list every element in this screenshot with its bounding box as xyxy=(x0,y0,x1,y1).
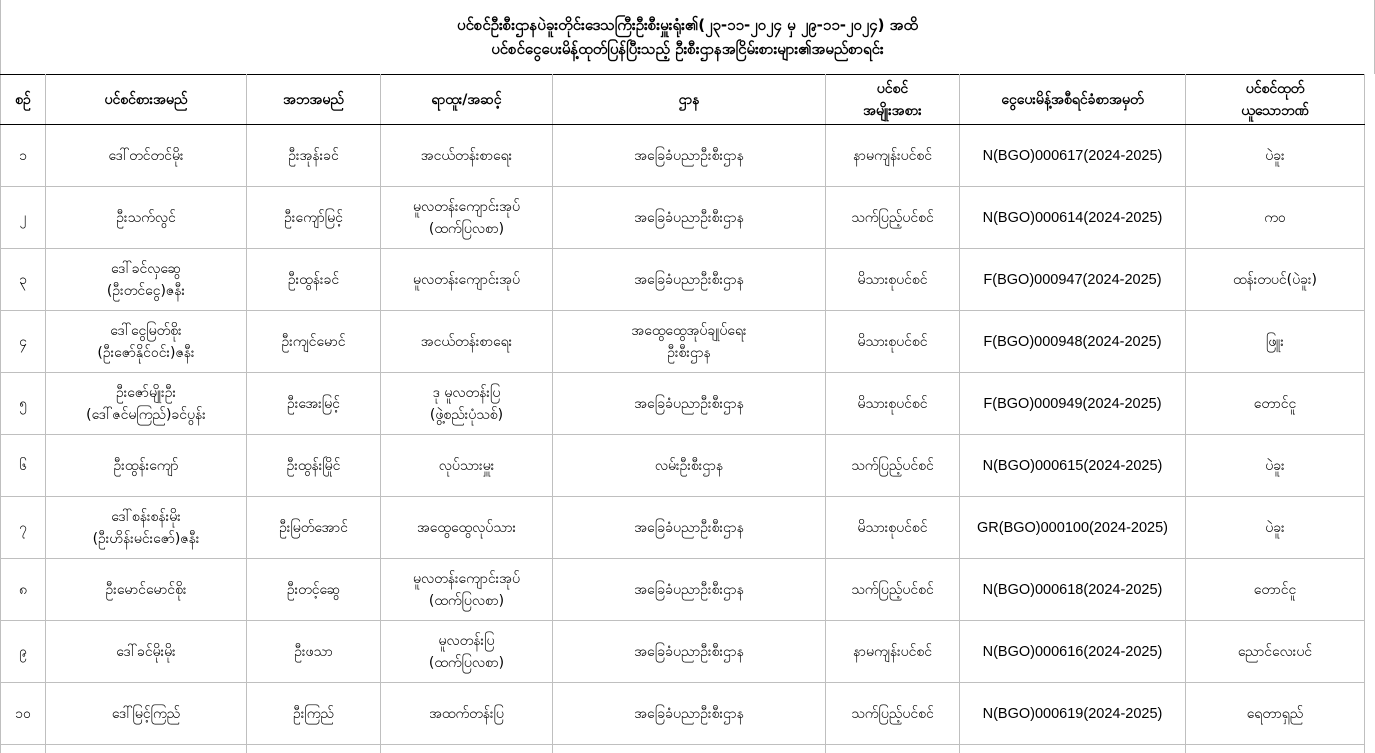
cell-col-pension-type: သက်ပြည့်ပင်စင် xyxy=(826,683,960,745)
table-header xyxy=(1,75,1365,125)
cell-col-bank: ပဲခူး xyxy=(1186,125,1365,187)
cell-col-pension-type: သက်ပြည့်ပင်စင် xyxy=(826,559,960,621)
cell-col-position: မူလတန်းပြ (ထက်ပြလစာ) xyxy=(381,621,553,683)
cell-col-pensioner-name: ဒေါ်တင်တင်မိုး xyxy=(46,125,247,187)
cell-col-no: ၂ xyxy=(1,187,46,249)
header-col-position: ရာထူး/အဆင့် xyxy=(381,75,553,125)
cell-col-pension-type: မိသားစုပင်စင် xyxy=(826,249,960,311)
cell-col-no: ၁၀ xyxy=(1,683,46,745)
cell-col-bank: ပဲခူး xyxy=(1186,435,1365,497)
cell-col-father-name: ဦးအုန်းခင် xyxy=(247,125,381,187)
cell-col-pensioner-name: ဦးမောင်မောင်စိုး xyxy=(46,559,247,621)
cell-col-father-name: ဦးအေးမြင့် xyxy=(247,373,381,435)
cell-col-position: မူလတန်းကျောင်းအုပ် (ထက်ပြလစာ) xyxy=(381,187,553,249)
cell-col-report-number: N(BGO)000616(2024-2025) xyxy=(960,621,1186,683)
table-row xyxy=(1,683,1365,745)
cell-col-pension-type: မိသားစုပင်စင် xyxy=(826,311,960,373)
cell-col-pensioner-name: ဒေါ်ခင်မိုးမိုး xyxy=(46,621,247,683)
header-col-bank: ပင်စင်ထုတ် ယူသောဘဏ် xyxy=(1186,75,1365,125)
title-line-2: ပင်စင်ငွေပေးမိန့်ထုတ်ပြန်ပြီးသည့် ဦးစီးဌာနအငြိမ်းစားများ၏အမည်စာရင်း xyxy=(491,37,883,61)
cell-col-bank: ညောင်လေးပင် xyxy=(1186,621,1365,683)
cell-col-no: ၇ xyxy=(1,497,46,559)
cell-col-pensioner-name: ဒေါ်ငွေမြတ်စိုး (ဦးဇော်နိုင်ဝင်း)ဇနီး xyxy=(46,311,247,373)
pensioners-table xyxy=(0,74,1365,753)
cell-col-pension-type: နာမကျန်းပင်စင် xyxy=(826,125,960,187)
header-col-department: ဌာန xyxy=(553,75,826,125)
cell-col-report-number: N(BGO)000614(2024-2025) xyxy=(960,187,1186,249)
table-row xyxy=(1,373,1365,435)
cell-col-pension-type: မိသားစုပင်စင် xyxy=(826,373,960,435)
cell-col-department: အခြေခံပညာဦးစီးဌာန xyxy=(553,249,826,311)
cell-col-no: ၅ xyxy=(1,373,46,435)
table-row xyxy=(1,497,1365,559)
cell-col-pension-type: သက်ပြည့်ပင်စင် xyxy=(826,435,960,497)
cell-col-report-number: N(BGO)000617(2024-2025) xyxy=(960,125,1186,187)
cell-col-father-name: ဦးကျော်မြင့် xyxy=(247,187,381,249)
cell-col-report-number: N(BGO)000618(2024-2025) xyxy=(960,559,1186,621)
cell-col-pensioner-name: ဒေါ်မြင့်ကြည် xyxy=(46,683,247,745)
table-row xyxy=(1,435,1365,497)
cell-col-department: အခြေခံပညာဦးစီးဌာန xyxy=(553,621,826,683)
table-row xyxy=(1,559,1365,621)
cell-col-father-name: ဦးထွန်းခင် xyxy=(247,249,381,311)
cell-col-position: ဒု မူလတန်းပြ (ဖွဲ့စည်းပုံသစ်) xyxy=(381,373,553,435)
cell-col-department: အခြေခံပညာဦးစီးဌာန xyxy=(553,187,826,249)
table-row xyxy=(1,187,1365,249)
header-col-father-name: အဘအမည် xyxy=(247,75,381,125)
cell-col-department: အထွေထွေအုပ်ချုပ်ရေး ဦးစီးဌာန xyxy=(553,311,826,373)
cell-col-father-name: ဦးတင့်ဆွေ xyxy=(247,559,381,621)
cell-col-report-number: F(BGO)000949(2024-2025) xyxy=(960,373,1186,435)
cell-col-bank: တောင်ငူ xyxy=(1186,559,1365,621)
cell-col-pension-type: နာမကျန်းပင်စင် xyxy=(826,621,960,683)
cell-col-report-number: N(BGO)000619(2024-2025) xyxy=(960,683,1186,745)
cell-col-position: အငယ်တန်းစာရေး xyxy=(381,125,553,187)
cell-col-report-number: N(BGO)000615(2024-2025) xyxy=(960,435,1186,497)
cell-col-pensioner-name: ဦးဇော်မျိုးဦး (ဒေါ်ဇင်မကြည်)ခင်ပွန်း xyxy=(46,373,247,435)
cell-col-pensioner-name: ဒေါ်စန်းစန်းမိုး (ဦးဟိန်းမင်းဇော်)ဇနီး xyxy=(46,497,247,559)
cell-col-report-number: F(BGO)000947(2024-2025) xyxy=(960,249,1186,311)
cell-col-pensioner-name: ဦးသက်လွင် xyxy=(46,187,247,249)
cell-col-father-name: ဦးမြတ်အောင် xyxy=(247,497,381,559)
cell-col-position: အငယ်တန်းစာရေး xyxy=(381,311,553,373)
cell-col-no: ၃ xyxy=(1,249,46,311)
cell-col-bank: ကဝ xyxy=(1186,187,1365,249)
cell-col-bank: ပဲခူး xyxy=(1186,497,1365,559)
cell-col-bank: ထန်းတပင်(ပဲခူး) xyxy=(1186,249,1365,311)
cell-col-no: ၆ xyxy=(1,435,46,497)
cell-col-bank: ရေတာရှည် xyxy=(1186,683,1365,745)
header-col-no: စဉ် xyxy=(1,75,46,125)
header-col-pensioner-name: ပင်စင်စားအမည် xyxy=(46,75,247,125)
cell-col-report-number: F(BGO)000948(2024-2025) xyxy=(960,311,1186,373)
table-body xyxy=(1,125,1365,753)
header-row xyxy=(1,75,1365,125)
cell-col-no: ၁ xyxy=(1,125,46,187)
cell-col-pension-type: မိသားစုပင်စင် xyxy=(826,497,960,559)
cell-col-position: မူလတန်းကျောင်းအုပ် xyxy=(381,249,553,311)
cell-col-report-number: GR(BGO)000100(2024-2025) xyxy=(960,497,1186,559)
cell-col-position: လုပ်သားမှူး xyxy=(381,435,553,497)
cell-col-pension-type: သက်ပြည့်ပင်စင် xyxy=(826,187,960,249)
cell-col-position: အထွေထွေလုပ်သား xyxy=(381,497,553,559)
cell-col-position: အထက်တန်းပြ xyxy=(381,683,553,745)
cell-col-department: အခြေခံပညာဦးစီးဌာန xyxy=(553,559,826,621)
table-row xyxy=(1,249,1365,311)
table-row xyxy=(1,125,1365,187)
cell-col-bank: ဖြူး xyxy=(1186,311,1365,373)
header-col-pension-type: ပင်စင် အမျိုးအစား xyxy=(826,75,960,125)
cell-col-department: လမ်းဦးစီးဌာန xyxy=(553,435,826,497)
cell-col-position: မူလတန်းကျောင်းအုပ် (ထက်ပြလစာ) xyxy=(381,559,553,621)
cell-col-no: ၄ xyxy=(1,311,46,373)
table-row xyxy=(1,311,1365,373)
cell-col-bank: တောင်ငူ xyxy=(1186,373,1365,435)
cell-col-department: အခြေခံပညာဦးစီးဌာန xyxy=(553,683,826,745)
cell-col-pensioner-name: ဦးထွန်းကျော် xyxy=(46,435,247,497)
document-title xyxy=(0,0,1375,74)
cell-col-department: အခြေခံပညာဦးစီးဌာန xyxy=(553,373,826,435)
cell-col-father-name: ဦးထွန်းမြိုင် xyxy=(247,435,381,497)
cell-col-father-name: ဦးကြည် xyxy=(247,683,381,745)
table-row xyxy=(1,621,1365,683)
cell-col-father-name: ဦးကျင်မောင် xyxy=(247,311,381,373)
cell-col-father-name: ဦးဖသာ xyxy=(247,621,381,683)
cell-col-pensioner-name: ဒေါ်ခင်လှဆွေ (ဦးတင်ငွေ)ဇနီး xyxy=(46,249,247,311)
cell-col-no: ၉ xyxy=(1,621,46,683)
header-col-report-number: ငွေပေးမိန့်အစီရင်ခံစာအမှတ် xyxy=(960,75,1186,125)
title-line-1: ပင်စင်ဦးစီးဌာနပဲခူးတိုင်းဒေသကြီးဦးစီးမှူးရုံး၏(၂၃-၁၁-၂၀၂၄ မှ ၂၉-၁၁-၂၀၂၄) အထိ xyxy=(457,13,918,37)
cell-col-department: အခြေခံပညာဦးစီးဌာန xyxy=(553,497,826,559)
cell-col-department: အခြေခံပညာဦးစီးဌာန xyxy=(553,125,826,187)
cell-col-no: ၈ xyxy=(1,559,46,621)
